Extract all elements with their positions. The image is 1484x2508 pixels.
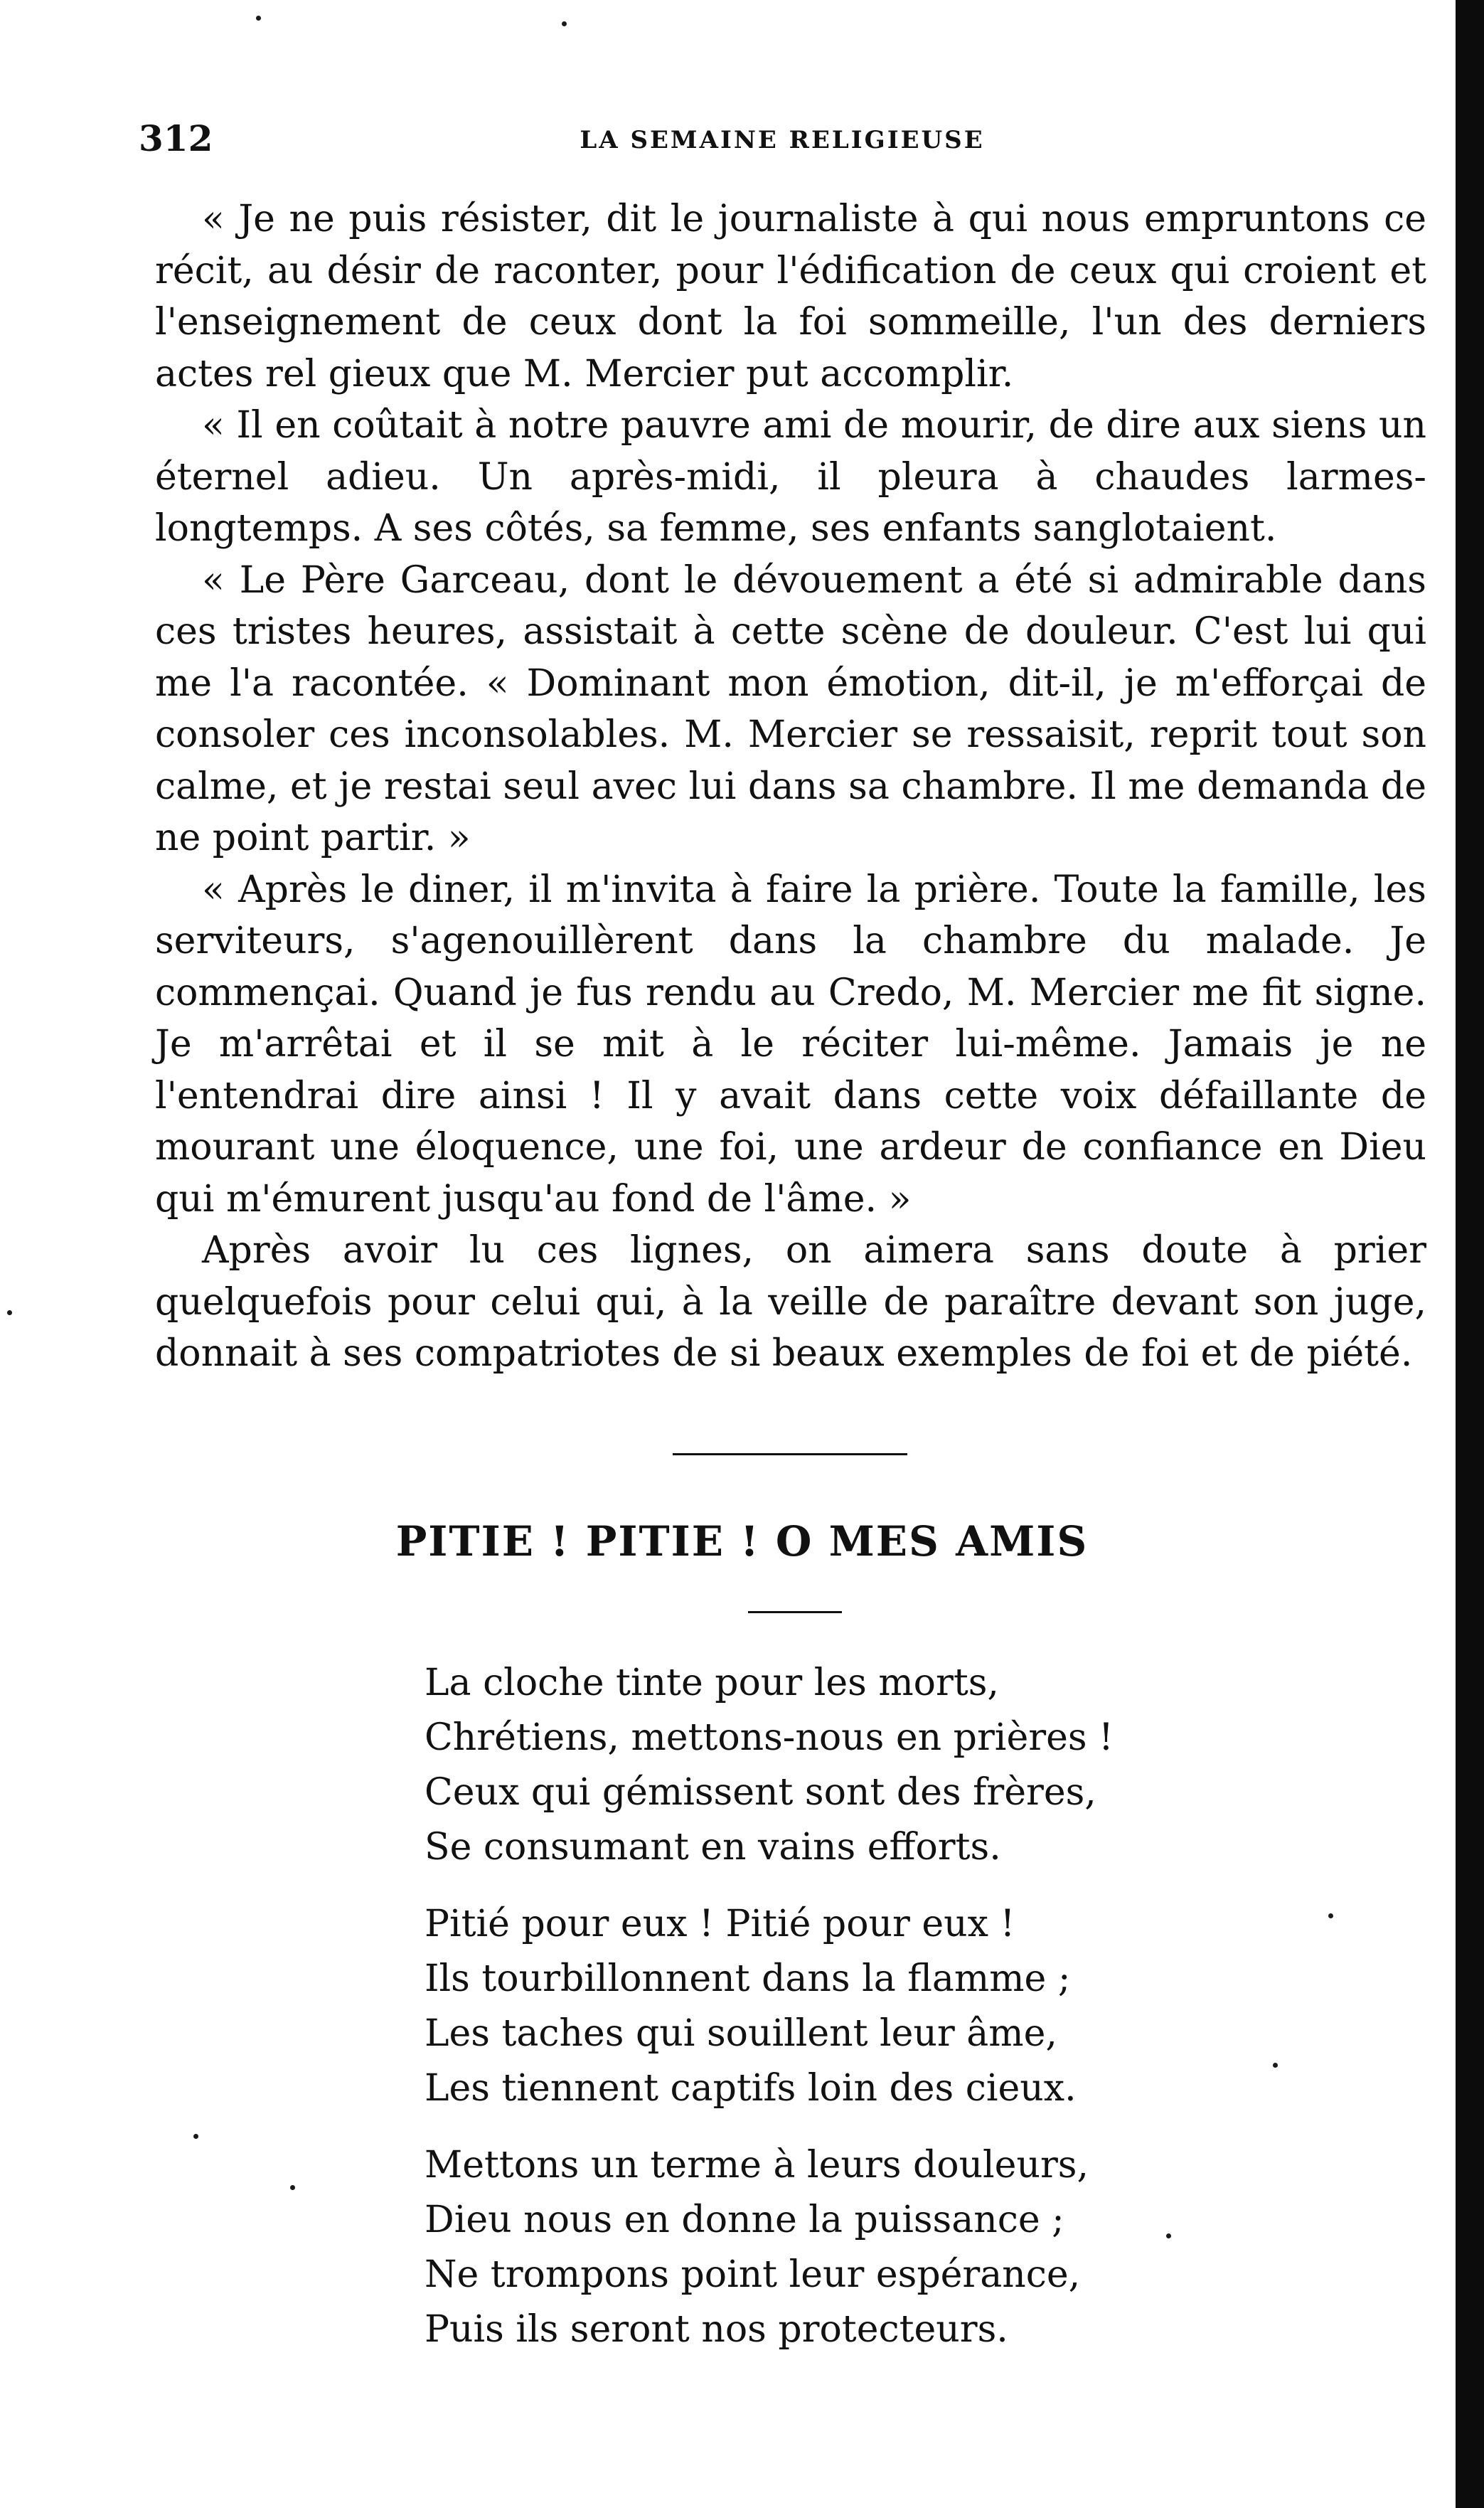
poem-verse: Chrétiens, mettons-nous en prières !	[425, 1716, 1114, 1759]
poem-stanza	[425, 1656, 1278, 1875]
scan-speck	[256, 16, 261, 21]
poem-stanza	[425, 2138, 1278, 2357]
poem-verse: La cloche tinte pour les morts,	[425, 1662, 999, 1704]
poem-verse: Mettons un terme à leurs douleurs,	[425, 2144, 1089, 2186]
poem-verse: Pitié pour eux ! Pitié pour eux !	[425, 1903, 1015, 1945]
poem-title: PITIE ! PITIE ! O MES AMIS	[395, 1517, 1089, 1566]
poem-verse: Ne trompons point leur espérance,	[425, 2253, 1081, 2296]
poem-verse: Ils tourbillonnent dans la flamme ;	[425, 1957, 1071, 2000]
poem-verse: Se consumant en vains efforts.	[425, 1826, 1001, 1869]
page-number: 312	[139, 117, 213, 159]
poem-verse: Les tiennent captifs loin des cieux.	[425, 2067, 1077, 2110]
scan-speck	[193, 2134, 198, 2139]
poem-stanza	[425, 1897, 1278, 2116]
scan-speck	[7, 1310, 12, 1315]
article-body	[155, 193, 1426, 1380]
title-underline	[748, 1611, 842, 1613]
poem-verse: Ceux qui gémissent sont des frères,	[425, 1771, 1096, 1814]
scan-speck	[1328, 1913, 1333, 1918]
section-divider	[673, 1453, 907, 1455]
scan-speck	[562, 21, 567, 26]
page-header	[139, 117, 1426, 167]
scan-edge-shadow	[1456, 0, 1484, 2508]
paragraph: « Il en coûtait à notre pauvre ami de mourir, de dire aux siens un éternel adieu. Un après-midi, il pleura à chaudes larmes-longtemps. A ses côtés, sa femme, ses enfants sanglotaient.	[155, 404, 1426, 550]
scan-speck	[290, 2185, 295, 2190]
poem-verse: Puis ils seront nos protecteurs.	[425, 2308, 1008, 2351]
poem-body	[425, 1656, 1278, 2379]
paragraph: Après avoir lu ces lignes, on aimera sans doute à prier quelquefois pour celui qui, à la veille de paraître devant son juge, donnait à ses compatriotes de si beaux exemples de foi et de piété.	[155, 1229, 1426, 1375]
paragraph: « Le Père Garceau, dont le dévouement a été si admirable dans ces tristes heures, assistait à cette scène de douleur. C'est lui qui me l'a racontée. « Dominant mon émotion, dit-il, je m'efforçai de consoler ces inconsolables. M. Mercier se ressaisit, reprit tout son calme, et je restai seul avec lui dans sa chambre. Il me demanda de ne point partir. »	[155, 558, 1426, 859]
running-title: LA SEMAINE RELIGIEUSE	[580, 126, 985, 154]
paragraph: « Après le diner, il m'invita à faire la prière. Toute la famille, les serviteurs, s'agenouillèrent dans la chambre du malade. Je commençai. Quand je fus rendu au Credo, M. Mercier me fit signe. Je m'arrêtai et il se mit à le réciter lui-même. Jamais je ne l'entendrai dire ainsi ! Il y avait dans cette voix défaillante de mourant une éloquence, une foi, une ardeur de confiance en Dieu qui m'émurent jusqu'au fond de l'âme. »	[155, 868, 1426, 1221]
poem-verse: Les taches qui souillent leur âme,	[425, 2012, 1057, 2055]
paragraph: « Je ne puis résister, dit le journaliste à qui nous empruntons ce récit, au désir de raconter, pour l'édification de ceux qui croient et l'enseignement de ceux dont la foi sommeille, l'un des derniers actes rel gieux que M. Mercier put accomplir.	[155, 198, 1426, 395]
poem-verse: Dieu nous en donne la puissance ;	[425, 2199, 1064, 2241]
